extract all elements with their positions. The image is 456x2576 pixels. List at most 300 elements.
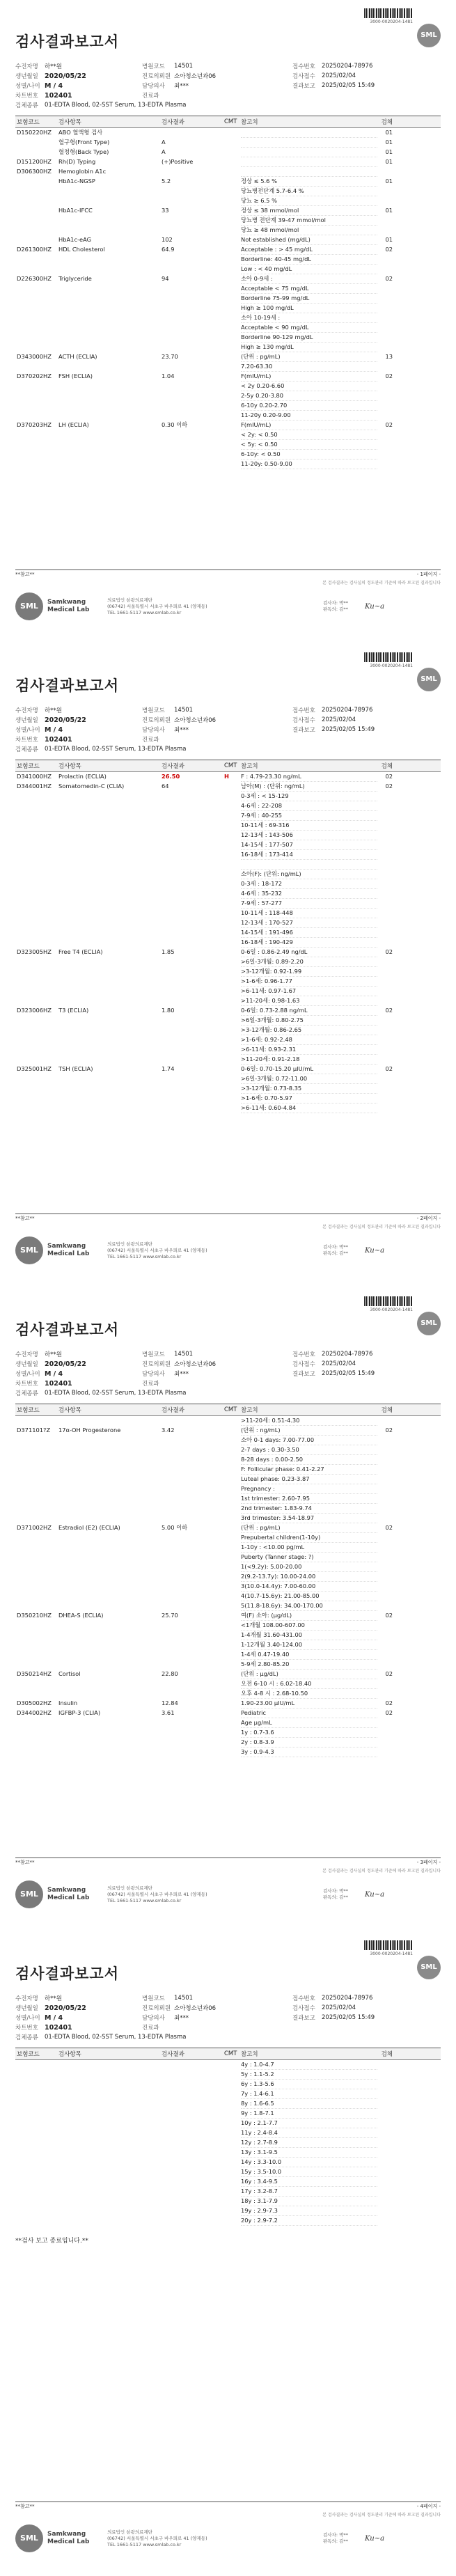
reference-range — [241, 157, 377, 167]
doctor-name: 최*** — [174, 727, 189, 734]
reference-range — [241, 1523, 377, 1611]
report-page — [0, 1932, 456, 2576]
col-insurance-code: 보험코드 — [17, 2051, 40, 2058]
page-header — [15, 650, 441, 675]
test-item: IGFBP-3 (CLIA) — [58, 1709, 101, 1716]
reference-line: Acceptable < 75 mg/dL — [241, 284, 377, 294]
test-item: DHEA-S (ECLIA) — [58, 1612, 104, 1619]
reference-line: 7y : 1.4-6.1 — [241, 2089, 377, 2099]
lab-info — [15, 1880, 441, 1908]
test-result: 3.61 — [162, 1709, 175, 1716]
reference-range — [241, 421, 377, 469]
reference-line: 1(<9.2y): 5.00-20.00 — [241, 1562, 377, 1572]
sml-logo-icon: SML — [417, 668, 441, 691]
lab-org: 의료법인 삼광의료재단 — [107, 2529, 152, 2535]
label-ward: 진료과 — [142, 737, 159, 744]
reference-line: 10y : 2.1-7.7 — [241, 2119, 377, 2128]
label-specimen: 검체종류 — [15, 2034, 38, 2041]
reference-line: >11-20세: 0.91-2.18 — [241, 1055, 377, 1065]
reference-line: 6-10y: < 0.50 — [241, 450, 377, 460]
page-number: - 2페이지 - — [416, 1216, 441, 1221]
reference-line: 2(9.2-13.7y): 10.00-24.00 — [241, 1572, 377, 1582]
report-date: 2025/02/05 15:49 — [322, 2014, 375, 2021]
results-table-header — [15, 1404, 441, 1416]
test-item: ABO 혈액형 검사 — [58, 129, 103, 136]
table-row — [15, 206, 441, 235]
reference-line: 2-5y 0.20-3.80 — [241, 391, 377, 401]
col-insurance-code: 보험코드 — [17, 1407, 40, 1414]
results-table-header — [15, 116, 441, 128]
patient-name: 하**원 — [45, 1351, 62, 1358]
report-title: 검사결과보고서 — [15, 1965, 120, 1982]
reference-line: >6-11세: 0.97-1.67 — [241, 987, 377, 996]
tester-name: 검사자: 박** — [323, 1888, 348, 1894]
label-name: 수진자명 — [15, 1351, 38, 1358]
reference-line: 11-20y 0.20-9.00 — [241, 411, 377, 421]
reference-line: 14-15세 : 177-507 — [241, 840, 377, 850]
lab-name-line1: Samkwang — [47, 2531, 86, 2538]
reference-line: 11-20y: 0.50-9.00 — [241, 460, 377, 469]
doctor-name: 최*** — [174, 2015, 189, 2022]
page-number: - 1페이지 - — [416, 572, 441, 577]
reference-line: Acceptable : > 45 mg/dL — [241, 245, 377, 255]
lab-signers — [323, 2532, 365, 2545]
col-result: 검사결과 — [162, 2051, 184, 2058]
reference-range — [241, 274, 377, 352]
test-item: Prolactin (ECLIA) — [58, 773, 107, 780]
test-item: Hemoglobin A1c — [58, 168, 107, 175]
sex-age: M / 4 — [45, 2013, 63, 2022]
reference-line: 9y : 1.8-7.1 — [241, 2109, 377, 2119]
chart-number: 102401 — [45, 91, 72, 100]
lab-address — [107, 2529, 316, 2548]
test-result: 3.42 — [162, 1427, 175, 1434]
birth-date: 2020/05/22 — [45, 72, 86, 80]
test-result: 1.80 — [162, 1007, 175, 1014]
label-sex-age: 성별/나이 — [15, 1371, 40, 1378]
reference-line: < 5y: < 0.50 — [241, 440, 377, 450]
label-hospital: 진료의뢰원 — [142, 73, 171, 80]
results-table-header — [15, 2048, 441, 2060]
label-reg-no: 병원코드 — [142, 63, 165, 70]
reference-line — [241, 138, 377, 148]
label-report-date: 결과보고 — [292, 727, 315, 734]
test-item: ACTH (ECLIA) — [58, 353, 97, 360]
insurance-code: D370203HZ — [17, 421, 52, 428]
test-result: 102 — [162, 236, 173, 243]
col-test-item: 검사항목 — [58, 119, 81, 126]
reference-line: >6-11세: 0.60-4.84 — [241, 1104, 377, 1113]
receipt-number: 20250204-78976 — [322, 63, 373, 70]
lab-org: 의료법인 삼광의료재단 — [107, 597, 152, 603]
specimen-code: 02 — [385, 1699, 393, 1706]
hospital-name: 소아청소년과06 — [174, 2005, 217, 2012]
table-row — [15, 421, 441, 469]
specimen-code: 02 — [385, 372, 393, 379]
reference-line: 당뇨병 전단계 39-47 mmol/mol — [241, 216, 377, 226]
reference-line: 소아 0-9세 : — [241, 274, 377, 284]
insurance-code: D344002HZ — [17, 1709, 52, 1716]
lab-address — [107, 597, 316, 616]
reference-range — [241, 1065, 377, 1113]
label-chart: 차트번호 — [15, 93, 38, 100]
reference-range — [241, 782, 377, 948]
reference-line: 0-6일: 0.73-2.88 ng/mL — [241, 1006, 377, 1016]
page-footer — [15, 1858, 441, 1908]
patient-info — [15, 61, 441, 110]
reference-line: 1-10y : <10.00 pg/mL — [241, 1543, 377, 1553]
reference-line: 7-9세 : 40-255 — [241, 811, 377, 821]
label-report-date: 결과보고 — [292, 1371, 315, 1378]
lab-logo-icon: SML — [15, 1880, 43, 1908]
hospital-code: 14501 — [174, 707, 194, 714]
reference-line: 0-6일: 0.70-15.20 μIU/mL — [241, 1065, 377, 1074]
receipt-date: 2025/02/04 — [322, 716, 356, 723]
reference-line: 1-4개월 31.60-431.00 — [241, 1631, 377, 1640]
reference-line: >1-6세: 0.92-2.48 — [241, 1035, 377, 1045]
insurance-code: D371101?Z — [17, 1427, 51, 1434]
reference-line: 1st trimester: 2.60-7.95 — [241, 1494, 377, 1504]
reference-line: 20y : 2.9-7.2 — [241, 2216, 377, 2226]
footer-note-label: **참고** — [15, 2504, 35, 2509]
col-specimen: 검체 — [381, 1407, 393, 1414]
reference-line: >6-11세: 0.93-2.31 — [241, 1045, 377, 1055]
insurance-code: D370202HZ — [17, 372, 52, 379]
specimen-code: 02 — [385, 773, 393, 780]
hospital-name: 소아청소년과06 — [174, 73, 217, 80]
reference-line: (단위 : ng/mL) — [241, 1426, 377, 1436]
reference-line: 2-7 days : 0.30-3.50 — [241, 1445, 377, 1455]
reference-range — [241, 148, 377, 157]
reference-line: Puberty (Tanner stage: ?) — [241, 1553, 377, 1562]
report-page — [0, 644, 456, 1288]
pathologist-name: 판독의: 김** — [323, 1894, 348, 1900]
hospital-name: 소아청소년과06 — [174, 1361, 217, 1368]
reference-line: 오후 4-8 시 : 2.68-10.50 — [241, 1689, 377, 1699]
pathologist-name: 판독의: 김** — [323, 2538, 348, 2544]
label-rcv-date: 검사접수 — [292, 1361, 315, 1368]
label-ward: 진료과 — [142, 2025, 159, 2032]
page-header — [15, 1938, 441, 1963]
tester-name: 검사자: 박** — [323, 600, 348, 606]
label-specimen: 검체종류 — [15, 102, 38, 109]
col-reference: 참고치 — [241, 119, 258, 126]
receipt-number: 20250204-78976 — [322, 707, 373, 714]
reference-line: 6y : 1.3-5.6 — [241, 2080, 377, 2089]
page-footer — [15, 570, 441, 620]
reference-line: Pediatric — [241, 1709, 377, 1718]
table-row — [15, 274, 441, 352]
test-result: 64 — [162, 783, 169, 790]
col-result: 검사결과 — [162, 763, 184, 770]
sml-logo-icon: SML — [417, 24, 441, 47]
pathologist-name: 판독의: 김** — [323, 606, 348, 612]
footer-note-label: **참고** — [15, 1860, 35, 1865]
barcode-text: 3000-0020204-1481 — [370, 1307, 413, 1312]
reference-range — [241, 772, 377, 782]
reference-line: Luteal phase: 0.23-3.87 — [241, 1475, 377, 1484]
receipt-date: 2025/02/04 — [322, 2004, 356, 2011]
label-reg-no: 병원코드 — [142, 707, 165, 714]
reference-range — [241, 206, 377, 235]
table-row — [15, 235, 441, 245]
patient-info — [15, 1349, 441, 1398]
reference-line: 0-6일 : 0.86-2.49 ng/dL — [241, 948, 377, 957]
table-row — [15, 157, 441, 167]
receipt-number: 20250204-78976 — [322, 1995, 373, 2002]
lab-info — [15, 2524, 441, 2552]
table-row — [15, 1611, 441, 1670]
col-reference: 참고치 — [241, 1407, 258, 1414]
specimen-types: 01-EDTA Blood, 02-SST Serum, 13-EDTA Plasma — [45, 746, 187, 753]
label-birth: 생년월일 — [15, 717, 38, 724]
insurance-code: D305002HZ — [17, 1699, 52, 1706]
reference-range — [241, 1611, 377, 1670]
reference-line: >1-6세: 0.96-1.77 — [241, 977, 377, 987]
col-test-item: 검사항목 — [58, 1407, 81, 1414]
test-item: 혈청형(Back Type) — [58, 148, 109, 155]
specimen-types: 01-EDTA Blood, 02-SST Serum, 13-EDTA Plasma — [45, 102, 187, 109]
col-specimen: 검체 — [381, 2051, 393, 2058]
reference-line: 16-18세 : 173-414 — [241, 850, 377, 860]
reference-line: 12-13세 : 170-527 — [241, 918, 377, 928]
label-doctor: 담당의사 — [142, 83, 165, 90]
report-title: 검사결과보고서 — [15, 1321, 120, 1338]
reference-range — [241, 1006, 377, 1065]
receipt-number: 20250204-78976 — [322, 1351, 373, 1358]
reference-line: High ≥ 100 mg/dL — [241, 304, 377, 313]
specimen-code: 02 — [385, 1427, 393, 1434]
insurance-code: D350210HZ — [17, 1612, 52, 1619]
reference-line: 정상 ≤ 38 mmol/mol — [241, 206, 377, 216]
col-insurance-code: 보험코드 — [17, 119, 40, 126]
test-item: Triglyceride — [58, 275, 92, 282]
reference-line: <1개월 108.00-607.00 — [241, 1621, 377, 1631]
col-cmt: CMT — [224, 762, 237, 769]
reference-range — [241, 138, 377, 148]
lab-address — [107, 1885, 316, 1904]
table-row — [15, 167, 441, 177]
reference-line — [241, 148, 377, 157]
reference-line: 0-3세 : 18-172 — [241, 879, 377, 889]
table-row — [15, 1523, 441, 1611]
reference-line: 3y : 0.9-4.3 — [241, 1748, 377, 1757]
label-ward: 진료과 — [142, 93, 159, 100]
barcode-icon — [364, 1296, 413, 1306]
reference-line: 14y : 3.3-10.0 — [241, 2158, 377, 2167]
barcode-icon — [364, 8, 413, 18]
reference-line: Acceptable < 90 mg/dL — [241, 323, 377, 333]
birth-date: 2020/05/22 — [45, 2004, 86, 2012]
lab-logo-icon: SML — [15, 1236, 43, 1264]
barcode-text: 3000-0020204-1481 — [370, 663, 413, 668]
label-rcv-date: 검사접수 — [292, 73, 315, 80]
test-result: 25.70 — [162, 1612, 178, 1619]
specimen-code: 13 — [385, 353, 393, 360]
page-number: - 3페이지 - — [416, 1860, 441, 1865]
reference-line: < 2y 0.20-6.60 — [241, 382, 377, 391]
reference-line — [241, 128, 377, 138]
specimen-code: 02 — [385, 1612, 393, 1619]
label-sex-age: 성별/나이 — [15, 2015, 40, 2022]
specimen-code: 01 — [385, 148, 393, 155]
label-ward: 진료과 — [142, 1381, 159, 1388]
reference-range — [241, 352, 377, 372]
specimen-types: 01-EDTA Blood, 02-SST Serum, 13-EDTA Plasma — [45, 2034, 187, 2041]
label-specimen: 검체종류 — [15, 1390, 38, 1397]
chart-number: 102401 — [45, 1379, 72, 1388]
test-result: 0.30 이하 — [162, 421, 188, 428]
label-sex-age: 성별/나이 — [15, 727, 40, 734]
label-sex-age: 성별/나이 — [15, 83, 40, 90]
test-result: 1.74 — [162, 1065, 175, 1072]
reference-line: (단위 : pg/mL) — [241, 1523, 377, 1533]
reference-line: 0-3세 : < 15-129 — [241, 792, 377, 801]
reference-line: 1-4세 0.47-19.40 — [241, 1650, 377, 1660]
table-row — [15, 138, 441, 148]
lab-name-line2: Medical Lab — [47, 1894, 90, 1901]
label-report-date: 결과보고 — [292, 83, 315, 90]
test-result: A — [162, 148, 166, 155]
reference-line: >1-6세: 0.70-5.97 — [241, 1094, 377, 1104]
col-cmt: CMT — [224, 1406, 237, 1413]
test-item: Somatomedin-C (CLIA) — [58, 783, 125, 790]
reference-line: 10-11세 : 118-448 — [241, 909, 377, 918]
lab-contact: TEL 1661-5117 www.smlab.co.kr — [107, 609, 182, 615]
hospital-code: 14501 — [174, 1995, 194, 2002]
reference-line: (단위 : μg/dL) — [241, 1670, 377, 1679]
reference-line: 소아(F): (단위: ng/mL) — [241, 870, 377, 879]
results-table-body — [15, 1416, 441, 1757]
label-specimen: 검체종류 — [15, 746, 38, 753]
label-name: 수진자명 — [15, 1995, 38, 2002]
reference-line: 여(F) 소아: (μg/dL) — [241, 1611, 377, 1621]
reference-line: 12-13세 : 143-506 — [241, 831, 377, 840]
reference-line: 당뇨 ≥ 48 mmol/mol — [241, 226, 377, 235]
specimen-code: 02 — [385, 948, 393, 955]
lab-name-line1: Samkwang — [47, 1243, 86, 1250]
barcode-icon — [364, 1940, 413, 1950]
label-doctor: 담당의사 — [142, 1371, 165, 1378]
reference-line: 오전 6-10 시 : 6.02-18.40 — [241, 1679, 377, 1689]
lab-name — [47, 1887, 96, 1902]
col-reference: 참고치 — [241, 763, 258, 770]
page-footer — [15, 1214, 441, 1264]
reference-line: 소아 10-19세 : — [241, 313, 377, 323]
test-item: HbA1c-NGSP — [58, 178, 95, 184]
report-closing: **검사 보고 종료입니다.** — [15, 2238, 88, 2245]
reference-line: High ≥ 130 mg/dL — [241, 343, 377, 352]
test-result: 64.9 — [162, 246, 175, 253]
specimen-code: 02 — [385, 783, 393, 790]
signature: Ku~a — [365, 2534, 385, 2543]
label-hospital: 진료의뢰원 — [142, 717, 171, 724]
reference-line: Prepubertal children(1-10y) — [241, 1533, 377, 1543]
table-row — [15, 2060, 441, 2226]
reference-range — [241, 245, 377, 274]
lab-signers — [323, 1244, 365, 1257]
lab-street: (06742) 서울특별시 서초구 바우뫼로 41 (양재동) — [107, 1247, 207, 1253]
lab-logo-icon: SML — [15, 592, 43, 620]
lab-info — [15, 592, 441, 620]
reference-line: 1.90-23.00 μIU/mL — [241, 1699, 377, 1709]
reference-line: F: Follicular phase: 0.41-2.27 — [241, 1465, 377, 1475]
reference-line: 16-18세 : 190-429 — [241, 938, 377, 948]
label-hospital: 진료의뢰원 — [142, 1361, 171, 1368]
barcode-text: 3000-0020204-1481 — [370, 1951, 413, 1956]
specimen-code: 02 — [385, 1007, 393, 1014]
specimen-code: 02 — [385, 1709, 393, 1716]
chart-number: 102401 — [45, 735, 72, 744]
reference-range — [241, 948, 377, 1006]
specimen-code: 01 — [385, 139, 393, 146]
reference-line: 5y : 1.1-5.2 — [241, 2070, 377, 2080]
label-report-date: 결과보고 — [292, 2015, 315, 2022]
label-reg-no: 병원코드 — [142, 1995, 165, 2002]
patient-name: 하**원 — [45, 707, 62, 714]
reference-line: 15y : 3.5-10.0 — [241, 2167, 377, 2177]
reference-line: >3-12개월: 0.86-2.65 — [241, 1026, 377, 1035]
signature: Ku~a — [365, 1246, 385, 1255]
test-item: HDL Cholesterol — [58, 246, 105, 253]
footer-disclaimer: 본 검사결과는 검사실의 정도관리 기준에 따라 보고된 결과입니다 — [322, 581, 441, 586]
reference-range — [241, 128, 377, 138]
results-table-body — [15, 2060, 441, 2226]
reference-line: 19y : 2.9-7.3 — [241, 2206, 377, 2216]
reference-line: 4-6세 : 35-232 — [241, 889, 377, 899]
receipt-date: 2025/02/04 — [322, 1360, 356, 1367]
insurance-code: D350214HZ — [17, 1670, 52, 1677]
lab-contact: TEL 1661-5117 www.smlab.co.kr — [107, 1253, 182, 1259]
footer-note-label: **참고** — [15, 572, 35, 577]
insurance-code: D325001HZ — [17, 1065, 52, 1072]
lab-name-line1: Samkwang — [47, 599, 86, 606]
reference-line: Age μg/mL — [241, 1718, 377, 1728]
test-item: T3 (ECLIA) — [58, 1007, 89, 1014]
test-result: 26.50 — [162, 773, 180, 780]
reference-line: 10-11세 : 69-316 — [241, 821, 377, 831]
hospital-code: 14501 — [174, 1351, 194, 1358]
doctor-name: 최*** — [174, 83, 189, 90]
report-page — [0, 1288, 456, 1932]
label-rcv-date: 검사접수 — [292, 717, 315, 724]
reference-line: 7-9세 : 57-277 — [241, 899, 377, 909]
results-table-body — [15, 772, 441, 1113]
reference-line: 11y : 2.4-8.4 — [241, 2128, 377, 2138]
reference-line: 6-10y 0.20-2.70 — [241, 401, 377, 411]
insurance-code: D150220HZ — [17, 129, 52, 136]
reference-range — [241, 167, 377, 177]
test-item: 혈구형(Front Type) — [58, 139, 110, 146]
reference-line: 5-9세 2.80-85.20 — [241, 1660, 377, 1670]
insurance-code: D261300HZ — [17, 246, 52, 253]
label-name: 수진자명 — [15, 63, 38, 70]
results-table-header — [15, 760, 441, 772]
reference-range — [241, 1670, 377, 1699]
reference-line: 1-12개월 3.40-124.00 — [241, 1640, 377, 1650]
lab-org: 의료법인 삼광의료재단 — [107, 1241, 152, 1247]
test-item: Estradiol (E2) (ECLIA) — [58, 1524, 120, 1531]
receipt-date: 2025/02/04 — [322, 72, 356, 79]
sml-logo-icon: SML — [417, 1312, 441, 1335]
birth-date: 2020/05/22 — [45, 1360, 86, 1368]
reference-line: 4(10.7-15.6y): 21.00-85.00 — [241, 1592, 377, 1601]
reference-line: 18y : 3.1-7.9 — [241, 2197, 377, 2206]
patient-name: 하**원 — [45, 63, 62, 70]
reference-line: 정상 ≤ 5.6 % — [241, 177, 377, 187]
reference-range — [241, 1699, 377, 1709]
test-result: 1.04 — [162, 372, 175, 379]
